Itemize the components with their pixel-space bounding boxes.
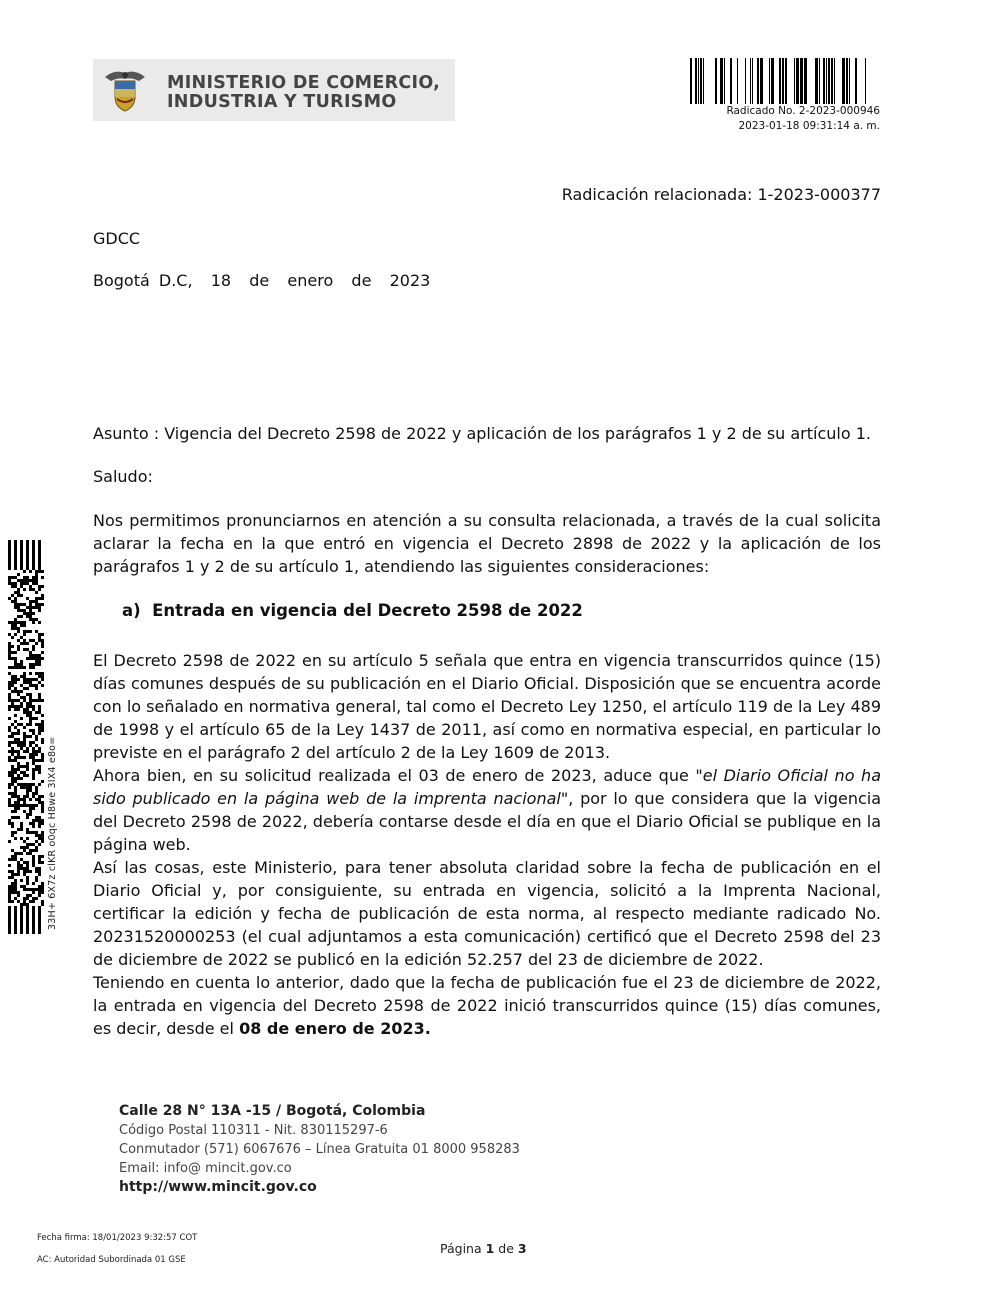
- radicacion-relacionada: Radicación relacionada: 1-2023-000377: [561, 185, 881, 204]
- conclusion-paragraph: [93, 856, 881, 1040]
- ministry-name-line1: MINISTERIO DE COMERCIO,: [167, 73, 441, 93]
- certificacion-text: Así las cosas, este Ministerio, para tener absoluta claridad sobre la fecha de publicación en el Diario Oficial y, por consiguiente, su entrada en vigencia, solicitó a la Imprenta Nacional, certificar la edición y fecha de publicación de esta norma, al respecto mediante radicado No. 20231520000253 (el cual adjuntamos a esta comunicación) certificó que el Decreto 2598 del 23 de diciembre de 2022 se publicó en la edición 52.257 del 23 de diciembre de 2022.: [93, 858, 881, 969]
- page-number: Página 1 de 3: [440, 1241, 527, 1256]
- solicitud-text-end: ", por lo que considera que la vigencia del Decreto 2598 de 2022, debería contarse desde el día en que el Diario Oficial se publique en la página web.: [93, 789, 881, 854]
- coat-of-arms-icon: [101, 67, 149, 113]
- footer-email: Email: info@ mincit.gov.co: [119, 1161, 292, 1176]
- vigencia-text: El Decreto 2598 de 2022 en su artículo 5 señala que entra en vigencia transcurridos quince (15) días comunes después de su publicación en el Diario Oficial. Disposición que se encuentra acorde con lo señalado en normativa general, tal como el Decreto Ley 1250, el artículo 119 de la Ley 489 de 1998 y el artículo 65 de la Ley 1437 de 2011, así como en normativa especial, en particular lo previste en el parágrafo 2 del artículo 2 de la Ley 1609 de 2013.: [93, 651, 881, 762]
- solicitud-quote: el Diario Oficial no ha sido publicado en la página web de la imprenta nacional: [93, 766, 882, 808]
- footer-website-link[interactable]: http://www.mincit.gov.co: [119, 1179, 317, 1195]
- intro-paragraph: Nos permitimos pronunciarnos en atención a su consulta relacionada, a través de la cual solicita aclarar la fecha en la que entró en vigencia el Decreto 2898 de 2022 y la aplicación de los parágrafos 1 y 2 de su artículo 1, atendiendo las siguientes consideraciones:: [93, 511, 881, 576]
- certificate-authority: AC: Autoridad Subordinada 01 GSE: [37, 1255, 186, 1265]
- radicado-number: Radicado No. 2-2023-000946: [726, 105, 880, 117]
- footer-phone: Conmutador (571) 6067676 – Línea Gratuita 01 8000 958283: [119, 1142, 520, 1157]
- greeting: Saludo:: [93, 467, 153, 486]
- signature-date: Fecha firma: 18/01/2023 9:32:57 COT: [37, 1233, 198, 1243]
- side-2d-barcode: [8, 540, 44, 934]
- footer-contact: [119, 1102, 520, 1197]
- footer-address: Calle 28 N° 13A -15 / Bogotá, Colombia: [119, 1103, 426, 1119]
- subject-line: Asunto : Vigencia del Decreto 2598 de 2022 y aplicación de los parágrafos 1 y 2 de su artículo 1.: [93, 424, 871, 443]
- conclusion-text: Teniendo en cuenta lo anterior, dado que la fecha de publicación fue el 23 de diciembre de 2022, la entrada en vigencia del Decreto 2598 de 2022 inició transcurridos quince (15) días comunes, es decir, desde el: [93, 973, 881, 1038]
- effective-date: 08 de enero de 2023.: [239, 1019, 431, 1038]
- verification-code: 33H+ 6X7z clKR o0qc H8we 3IX4 e8o=: [47, 736, 58, 930]
- letter-date: Bogotá D.C, 18 de enero de 2023: [93, 271, 431, 290]
- vigencia-paragraph: [93, 649, 881, 856]
- section-heading-a: a) Entrada en vigencia del Decreto 2598 de 2022: [122, 601, 583, 620]
- ministry-name-line2: INDUSTRIA Y TURISMO: [167, 92, 397, 112]
- dependencia: GDCC: [93, 229, 141, 248]
- radicado-barcode: [690, 58, 880, 104]
- solicitud-text-start: Ahora bien, en su solicitud realizada el 03 de enero de 2023, aduce que ": [93, 766, 703, 785]
- radicado-date: 2023-01-18 09:31:14 a. m.: [738, 120, 880, 132]
- ministry-logo: [93, 59, 455, 121]
- footer-postal: Código Postal 110311 - Nit. 830115297-6: [119, 1123, 388, 1138]
